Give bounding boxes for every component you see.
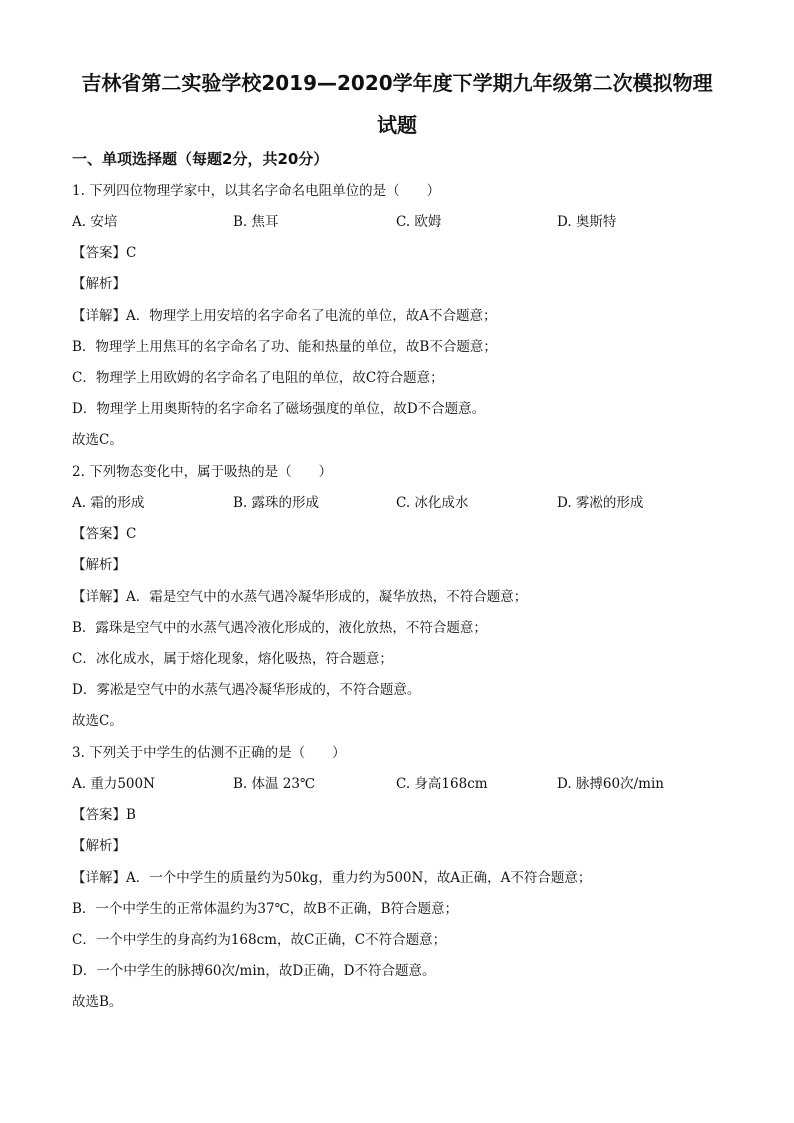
question-1-conclusion: 故选C。 — [72, 432, 123, 448]
question-2-detail-a: 【详解】A．霜是空气中的水蒸气遇冷凝华形成的，凝华放热，不符合题意； — [72, 589, 528, 605]
question-1-detail-c: C．物理学上用欧姆的名字命名了电阻的单位，故C符合题意； — [72, 370, 444, 386]
question-2-conclusion: 故选C。 — [72, 713, 123, 729]
question-3-option-b: B. 体温 23℃ — [233, 776, 316, 792]
question-2-option-a: A. 霜的形成 — [72, 495, 145, 511]
question-3-option-d: D. 脉搏60次/min — [557, 776, 664, 792]
question-2-detail-d: D．雾凇是空气中的水蒸气遇冷凝华形成的，不符合题意。 — [72, 682, 421, 698]
question-3-detail-c: C．一个中学生的身高约为168cm，故C正确，C不符合题意； — [72, 932, 447, 948]
question-1-option-d: D. 奥斯特 — [557, 214, 617, 230]
question-1-option-b: B. 焦耳 — [233, 214, 279, 230]
question-3-detail-b: B．一个中学生的正常体温约为37℃，故B不正确，B符合题意； — [72, 901, 459, 917]
question-1-analysis: 【解析】 — [72, 276, 126, 292]
section-heading: 一、单项选择题（每题2分，共20分） — [72, 150, 329, 168]
question-2-stem: 2. 下列物态变化中，属于吸热的是（ ） — [72, 464, 333, 480]
question-2-option-c: C. 冰化成水 — [396, 495, 469, 511]
question-3-detail-d: D．一个中学生的脉搏60次/min，故D正确，D不符合题意。 — [72, 963, 436, 979]
question-1-stem: 1. 下列四位物理学家中，以其名字命名电阻单位的是（ ） — [72, 183, 441, 199]
question-2-analysis: 【解析】 — [72, 557, 126, 573]
question-3-option-c: C. 身高168cm — [396, 776, 488, 792]
question-3-answer: 【答案】B — [72, 807, 136, 823]
question-1-detail-b: B．物理学上用焦耳的名字命名了功、能和热量的单位，故B不合题意； — [72, 339, 497, 355]
question-2-answer: 【答案】C — [72, 526, 137, 542]
question-1-option-a: A. 安培 — [72, 214, 118, 230]
doc-title-line2: 试题 — [377, 113, 417, 137]
question-3-option-a: A. 重力500N — [72, 776, 155, 792]
question-3-detail-a: 【详解】A．一个中学生的质量约为50kg，重力约为500N，故A正确，A不符合题意； — [72, 870, 592, 886]
doc-title-line1: 吉林省第二实验学校2019—2020学年度下学期九年级第二次模拟物理 — [81, 71, 713, 95]
question-2-detail-b: B．露珠是空气中的水蒸气遇冷液化形成的，液化放热，不符合题意； — [72, 620, 487, 636]
question-2-detail-c: C．冰化成水，属于熔化现象，熔化吸热，符合题意； — [72, 651, 393, 667]
question-1-detail-a: 【详解】A．物理学上用安培的名字命名了电流的单位，故A不合题意； — [72, 308, 497, 324]
question-1-option-c: C. 欧姆 — [396, 214, 442, 230]
question-1-detail-d: D．物理学上用奥斯特的名字命名了磁场强度的单位，故D不合题意。 — [72, 401, 486, 417]
question-3-conclusion: 故选B。 — [72, 994, 123, 1010]
question-2-option-b: B. 露珠的形成 — [233, 495, 320, 511]
question-2-option-d: D. 雾凇的形成 — [557, 495, 644, 511]
question-3-stem: 3. 下列关于中学生的估测不正确的是（ ） — [72, 745, 346, 761]
question-1-answer: 【答案】C — [72, 245, 137, 261]
question-3-analysis: 【解析】 — [72, 838, 126, 854]
